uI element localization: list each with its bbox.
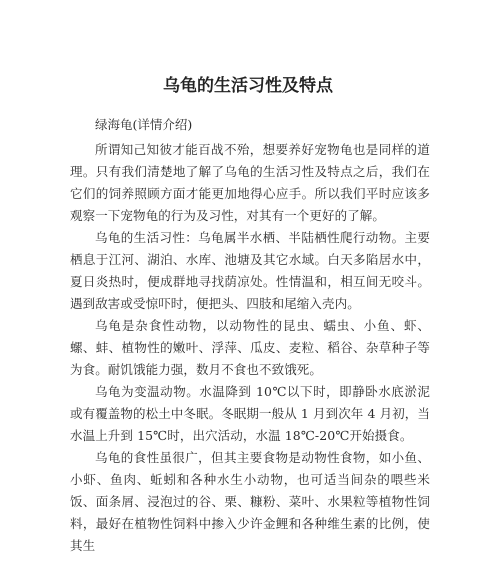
paragraph-habits: 乌龟的生活习性：乌龟属半水栖、半陆栖性爬行动物。主要栖息于江河、湖泊、水库、池塘及其它水域。白天多陷居水中，夏日炎热时，便成群地寻找荫凉处。性情温和，相互间无咬斗。遇到敌害或受惊吓时，便把头、四肢和尾缩入壳内。 xyxy=(70,230,430,311)
paragraph-feeding: 乌龟的食性虽很广，但其主要食物是动物性食物，如小鱼、小虾、鱼肉、蚯蚓和各种水生小动物，也可适当间杂的喂些米饭、面条屑、浸泡过的谷、栗、糠粉、菜叶、水果粒等植物性饲料，最好在植物性饲料中掺入少许金鲤和各种维生素的比例，使其生 xyxy=(70,450,430,553)
paragraph-diet: 乌龟是杂食性动物，以动物性的昆虫、蠕虫、小鱼、虾、螺、蚌、植物性的嫩叶、浮萍、瓜皮、麦粒、稻谷、杂草种子等为食。耐饥饿能力强，数月不食也不致饿死。 xyxy=(70,318,430,377)
article-body xyxy=(70,114,430,557)
document-title: 乌龟的生活习性及特点 xyxy=(163,76,333,96)
paragraph-hibernation: 乌龟为变温动物。水温降到 10℃以下时，即静卧水底淤泥或有覆盖物的松土中冬眠。冬眠期一般从 1 月到次年 4 月初，当水温上升到 15℃时，出穴活动，水温 18℃-20℃开始摄食。 xyxy=(70,384,431,443)
article-subtitle: 绿海龟(详情介绍) xyxy=(95,117,193,132)
paragraph-intro: 所谓知己知彼才能百战不殆，想要养好宠物龟也是同样的道理。只有我们清楚地了解了乌龟的生活习性及特点之后，我们在它们的饲养照顾方面才能更加地得心应手。所以我们平时应该多观察一下宠物龟的行为及习性，对其有一个更好的了解。 xyxy=(70,142,430,223)
